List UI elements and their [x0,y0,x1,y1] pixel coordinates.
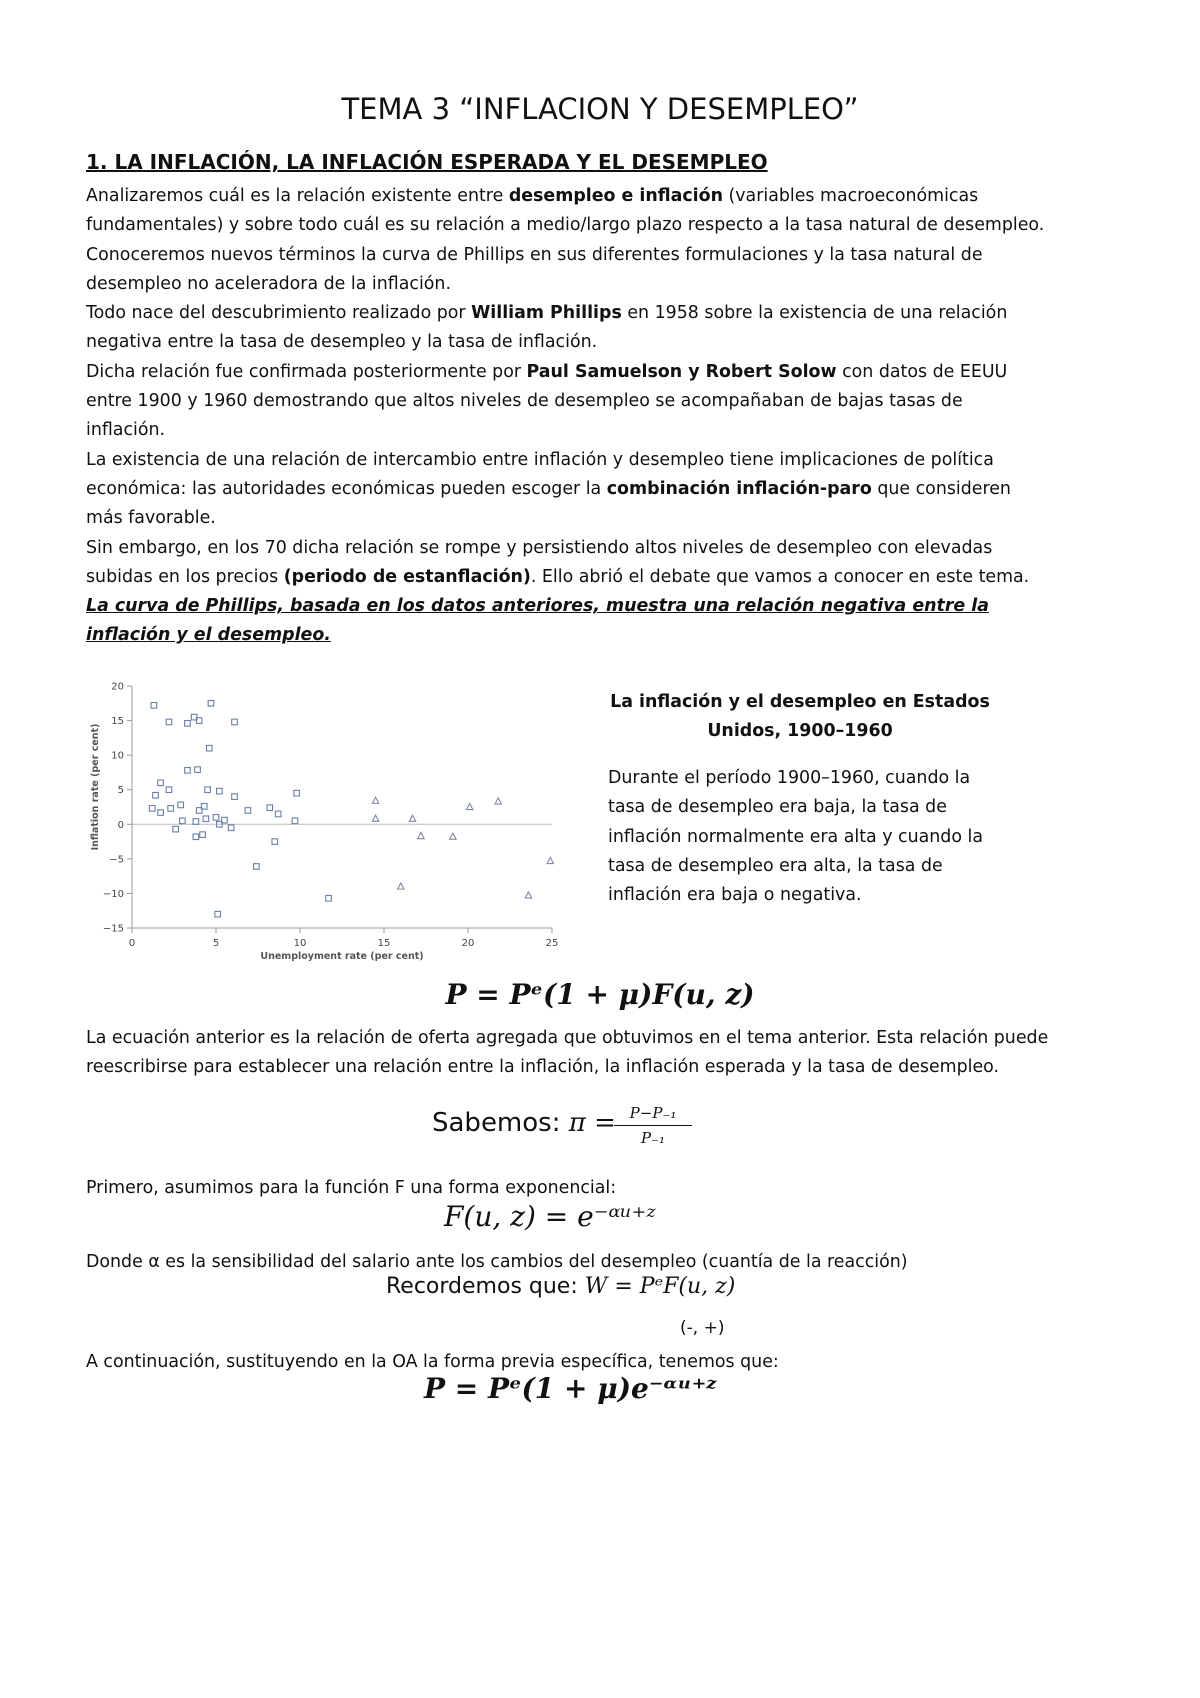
y-tick-label: 10 [111,750,124,762]
paragraph-segment: William Phillips [471,303,622,324]
scatter-point-square [294,790,300,796]
y-tick-label: −10 [102,888,124,900]
y-tick-label: 20 [111,681,124,693]
paragraph-segment: combinación inflación-paro [606,478,872,499]
paragraph-segment: . Ello abrió el debate que vamos a conocer en este tema. [530,566,1030,587]
scatter-point-square [166,787,172,793]
scatter-point-square [267,805,273,811]
chart-caption-title: La inflación y el desempleo en Estados Unidos, 1900–1960 [610,692,990,741]
paragraph-p5 [86,446,1046,534]
oa-equation: P = Pᵉ(1 + μ)F(u, z) [445,978,755,1011]
y-tick-label: 0 [117,819,124,831]
paragraph-segment: Paul Samuelson y Robert Solow [526,361,837,382]
recordemos-formula [386,1274,735,1299]
scatter-point-square [158,810,164,816]
after-oa-text: La ecuación anterior es la relación de oferta agregada que obtuvimos en el tema anterior. Esta relación puede reescribirse para establecer una relación entre la inflación, la inflación esperada y la tasa de desempleo. [86,1028,1049,1078]
scatter-point-triangle [466,803,472,809]
scatter-point-square [217,788,223,794]
scatter-point-square [228,825,234,831]
paragraph-segment: Analizaremos cuál es la relación existente entre [86,186,509,206]
scatter-point-square [180,818,186,824]
pi-lhs: π = [568,1108,616,1138]
scatter-point-triangle [372,797,378,803]
y-tick-label: 15 [111,716,124,728]
scatter-point-square [149,806,155,812]
scatter-point-square [205,787,211,793]
x-tick-label: 10 [293,938,307,949]
paragraph-segment: en 1958 sobre la existencia de una relación negativa entre la tasa de desempleo y la tasa de inflación. [86,303,1008,353]
scatter-point-triangle [398,883,404,889]
sabemos-label: Sabemos: [432,1108,569,1138]
scatter-point-square [215,911,221,917]
paragraph-segment: Todo nace del descubrimiento realizado por [86,303,472,324]
scatter-point-square [168,806,174,812]
scatter-point-square [232,794,238,800]
scatter-point-square [232,719,238,725]
chart-caption-body: Durante el período 1900–1960, cuando la tasa de desempleo era baja, la tasa de inflación normalmente era alta y cuando la tasa de desempleo era alta, la tasa de inflación era baja o negativa. [608,768,983,906]
scatter-point-square [178,802,184,808]
inflation-fraction [614,1104,692,1147]
x-axis-label: Unemployment rate (per cent) [260,951,424,962]
scatter-point-square [193,834,199,840]
paragraph-segment: Sin embargo, en los 70 dicha relación se rompe y persistiendo altos niveles de desempleo con elevadas subidas en los precios [86,537,993,587]
wage-equation: W = PᵉF(u, z) [584,1274,736,1299]
scatter-point-square [173,826,179,832]
scatter-point-square [158,780,164,786]
fraction-numerator: P−P₋₁ [614,1104,692,1126]
paragraph-segment: La existencia de una relación de intercambio entre inflación y desempleo tiene implicaciones de política económica: las autoridades económicas pueden escoger la [86,449,994,499]
y-tick-label: −5 [109,854,124,866]
fraction-denominator: P₋₁ [640,1129,666,1147]
scatter-point-square [208,700,214,706]
intro-text [86,182,1046,651]
continuacion-text: A continuación, sustituyendo en la OA la forma previa específica, tenemos que: [86,1352,779,1372]
paragraph-p3 [86,299,1046,358]
paragraph-p1 [86,182,1046,241]
scatter-point-square [195,767,201,773]
phillips-scatter-chart [86,680,566,980]
scatter-point-square [185,721,191,727]
paragraph-p2 [86,241,1046,300]
paragraph-segment: que consideren más favorable. [86,478,1011,529]
y-tick-label: 5 [117,785,124,797]
exponential-f-equation: F(u, z) = e⁻ᵅᵘ⁺ᶻ [444,1200,656,1233]
scatter-point-square [254,864,260,870]
sign-annotation: (-, +) [680,1318,725,1338]
paragraph-segment: desempleo e inflación [508,186,723,206]
paragraph-segment: La curva de Phillips, basada en los datos anteriores, muestra una relación negativa entre la inflación y el desempleo. [86,596,989,646]
recordemos-label: Recordemos que: [386,1274,585,1299]
scatter-point-square [326,895,332,901]
paragraph-p6 [86,534,1046,593]
scatter-point-square [203,816,209,822]
x-tick-label: 25 [545,938,559,949]
paragraph-segment: Dicha relación fue confirmada posteriormente por [86,361,527,382]
scatter-point-triangle [547,857,553,863]
oa-substituted-equation: P = Pᵉ(1 + μ)e⁻ᵅᵘ⁺ᶻ [424,1372,717,1405]
scatter-point-triangle [495,798,501,804]
paragraph-segment: con datos de EEUU entre 1900 y 1960 demostrando que altos niveles de desempleo se acompañaban de bajas tasas de inflación. [86,361,1008,441]
paragraph-p7 [86,592,1046,651]
scatter-point-square [213,815,219,821]
x-tick-label: 0 [128,938,136,949]
donde-text: Donde α es la sensibilidad del salario ante los cambios del desempleo (cuantía de la reacción) [86,1252,908,1272]
x-tick-label: 20 [461,938,475,949]
page-title: TEMA 3 “INFLACION Y DESEMPLEO” [341,92,859,126]
scatter-point-square [185,768,191,774]
paragraph-segment: Conoceremos nuevos términos la curva de Phillips en sus diferentes formulaciones y la tasa natural de desempleo no aceleradora de la inflación. [86,244,983,294]
scatter-point-square [200,832,206,838]
paragraph-segment: (variables macroeconómicas fundamentales) y sobre todo cuál es su relación a medio/largo plazo respecto a la tasa natural de desempleo. [86,186,1045,236]
paragraph-segment: (periodo de estanflación) [283,566,531,587]
y-axis-label: Inflation rate (per cent) [90,723,101,851]
y-tick-label: −15 [102,923,124,935]
scatter-point-square [151,703,157,709]
scatter-point-square [245,808,251,814]
scatter-point-square [193,819,199,825]
chart-svg [86,680,566,980]
scatter-point-square [153,792,159,798]
scatter-point-square [275,811,281,817]
x-tick-label: 15 [377,938,391,949]
paragraph-p4 [86,358,1046,446]
scatter-point-triangle [372,815,378,821]
section-heading: 1. LA INFLACIÓN, LA INFLACIÓN ESPERADA Y EL DESEMPLEO [86,150,768,174]
x-tick-label: 5 [212,938,220,949]
scatter-point-triangle [418,832,424,838]
scatter-point-triangle [450,833,456,839]
scatter-point-square [206,745,212,751]
scatter-point-square [292,818,298,824]
scatter-point-triangle [525,892,531,898]
sabemos-formula [432,1108,616,1138]
scatter-point-triangle [409,815,415,821]
scatter-point-square [272,839,278,845]
primero-text: Primero, asumimos para la función F una forma exponencial: [86,1178,617,1198]
scatter-point-square [166,719,172,725]
